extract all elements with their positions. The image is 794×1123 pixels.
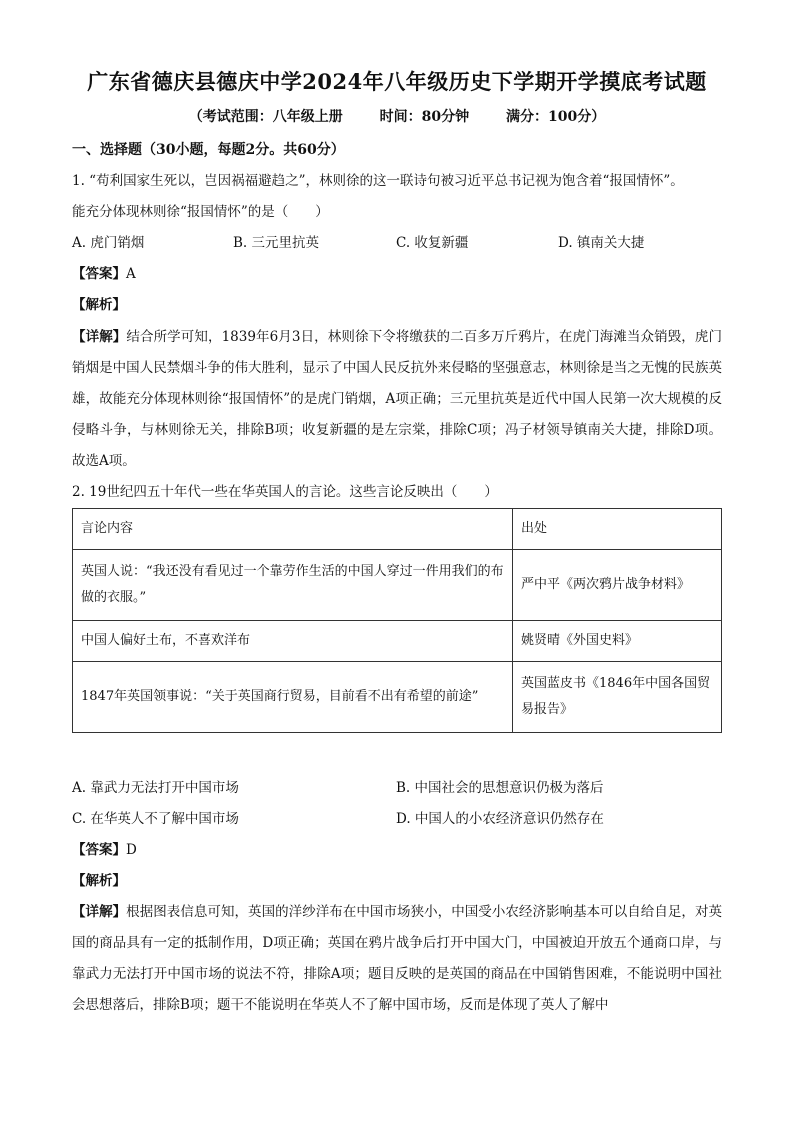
- q2-detail: [72, 897, 722, 1021]
- table-cell: 英国人说：“我还没有看见过一个靠劳作生活的中国人穿过一件用我们的布做的衣服。”: [73, 550, 513, 621]
- q1-detail: [72, 322, 722, 477]
- exam-scope: （考试范围：八年级上册: [188, 109, 343, 125]
- q2-option-a: A. 靠武力无法打开中国市场: [72, 780, 239, 796]
- q1-stem-line2: 能充分体现林则徐“报国情怀”的是（ ）: [72, 204, 329, 220]
- table-row: [73, 662, 722, 733]
- q2-option-d: D. 中国人的小农经济意识仍然存在: [396, 811, 604, 827]
- q2-analysis-label: 【解析】: [72, 873, 126, 889]
- detail-label: 【详解】: [72, 329, 127, 345]
- q1-analysis-label: 【解析】: [72, 297, 126, 313]
- table-row: [73, 550, 722, 621]
- table-cell: 严中平《两次鸦片战争材料》: [513, 550, 722, 621]
- answer-label: 【答案】: [72, 266, 126, 282]
- q2-stem: 2. 19世纪四五十年代一些在华英国人的言论。这些言论反映出（ ）: [72, 484, 498, 500]
- exam-info: [0, 106, 794, 126]
- table-header-row: [73, 509, 722, 550]
- q1-option-d: D. 镇南关大捷: [558, 235, 645, 251]
- q2-option-b: B. 中国社会的思想意识仍极为落后: [396, 780, 604, 796]
- answer-value: A: [126, 266, 136, 282]
- exam-time: 时间：80分钟: [379, 109, 470, 125]
- detail-text: 根据图表信息可知，英国的洋纱洋布在中国市场狭小，中国受小农经济影响基本可以自给自足，对英国的商品具有一定的抵制作用，D项正确；英国在鸦片战争后打开中国大门，中国被迫开放五个通商口岸，与靠武力无法打开中国市场的说法不符，排除A项；题目反映的是英国的商品在中国销售困难，不能说明中国社会思想落后，排除B项；题干不能说明在华英人不了解中国市场，反而是体现了英人了解中: [72, 904, 723, 1013]
- exam-score: 满分：100分）: [506, 109, 606, 125]
- page-title: 广东省德庆县德庆中学2024年八年级历史下学期开学摸底考试题: [87, 69, 707, 94]
- table-row: [73, 621, 722, 662]
- q2-answer: [72, 840, 732, 860]
- table-cell: 1847年英国领事说：“关于英国商行贸易，目前看不出有希望的前途”: [73, 662, 513, 733]
- quote-table: [72, 508, 722, 733]
- table-cell: 中国人偏好土布，不喜欢洋布: [73, 621, 513, 662]
- answer-value: D: [126, 842, 137, 858]
- q1-answer: [72, 264, 732, 284]
- q1-stem-line1: 1. “苟利国家生死以，岂因祸福避趋之”，林则徐的这一联诗句被习近平总书记视为饱含着“报国情怀”。: [72, 173, 684, 189]
- answer-label: 【答案】: [72, 842, 126, 858]
- q1-option-b: B. 三元里抗英: [233, 235, 320, 251]
- q2-option-c: C. 在华英人不了解中国市场: [72, 811, 239, 827]
- detail-label: 【详解】: [72, 904, 127, 920]
- table-cell: 英国蓝皮书《1846年中国各国贸易报告》: [513, 662, 722, 733]
- section-heading: 一、选择题（30小题，每题2分。共60分）: [72, 142, 345, 158]
- table-header-cell: 言论内容: [73, 509, 513, 550]
- table-header-cell: 出处: [513, 509, 722, 550]
- q1-option-c: C. 收复新疆: [396, 235, 469, 251]
- q1-option-a: A. 虎门销烟: [72, 235, 145, 251]
- detail-text: 结合所学可知，1839年6月3日，林则徐下令将缴获的二百多万斤鸦片，在虎门海滩当众销毁，虎门销烟是中国人民禁烟斗争的伟大胜利，显示了中国人民反抗外来侵略的坚强意志，林则徐是当之无愧的民族英雄，故能充分体现林则徐“报国情怀”的是虎门销烟，A项正确；三元里抗英是近代中国人民第一次大规模的反侵略斗争，与林则徐无关，排除B项；收复新疆的是左宗棠，排除C项；冯子材领导镇南关大捷，排除D项。故选A项。: [72, 329, 722, 469]
- table-cell: 姚贤晴《外国史料》: [513, 621, 722, 662]
